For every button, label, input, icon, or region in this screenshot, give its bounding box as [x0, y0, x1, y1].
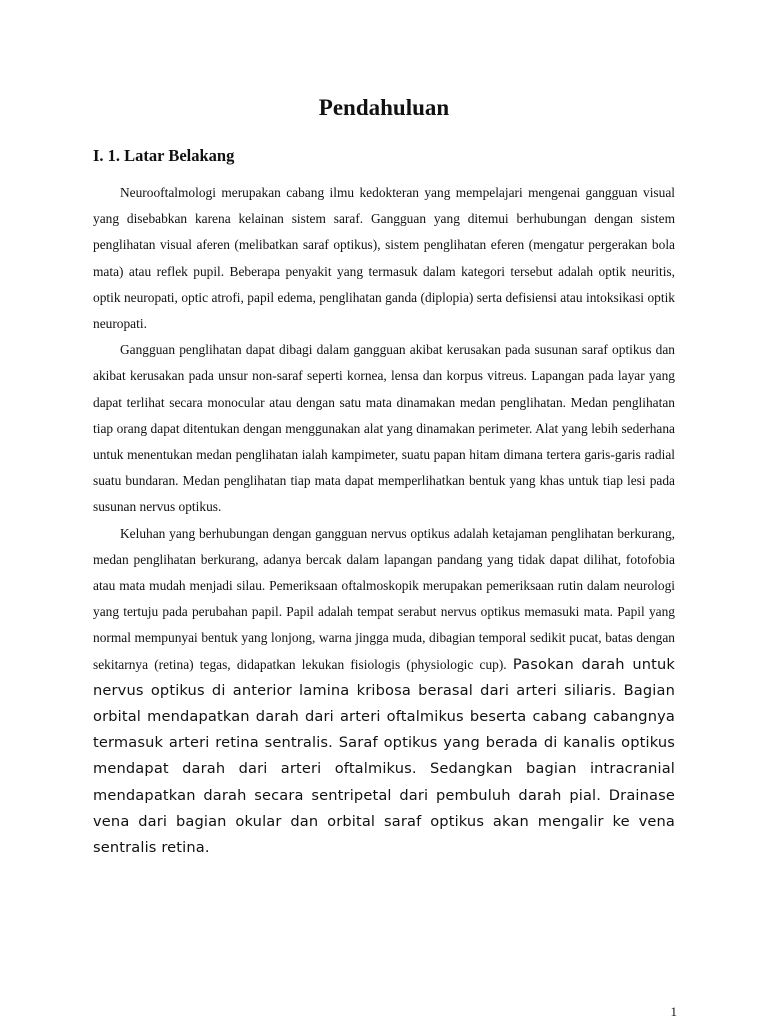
paragraph-3-serif-run: Keluhan yang berhubungan dengan gangguan nervus optikus adalah ketajaman penglihatan berkurang, medan penglihatan berkurang, adanya bercak dalam lapangan pandang yang tidak dapat dilihat, fotofobia atau mata mudah menjadi silau. Pemeriksaan oftalmoskopik merupakan pemeriksaan rutin dalam neurologi yang tertuju pada perubahan papil. Papil adalah tempat serabut nervus optikus memasuki mata. Papil yang normal mempunyai bentuk yang lonjong, warna jingga muda, dibagian temporal sedikit pucat, batas dengan sekitarnya (retina) tegas, didapatkan lekukan fisiologis (physiologic cup). — [93, 525, 675, 672]
paragraph-1: Neurooftalmologi merupakan cabang ilmu kedokteran yang mempelajari mengenai gangguan visual yang disebabkan karena kelainan sistem saraf. Gangguan yang ditemui berhubungan dengan sistem penglihatan visual aferen (melibatkan saraf optikus), sistem penglihatan eferen (mengatur pergerakan bola mata) atau reflek pupil. Beberapa penyakit yang termasuk dalam kategori tersebut adalah optik neuritis, optik neuropati, optic atrofi, papil edema, penglihatan ganda (diplopia) serta defisiensi atau intoksikasi optik neuropati. — [93, 185, 675, 332]
page-title: Pendahuluan — [318, 95, 450, 120]
paragraph-3-sans-run: Pasokan darah untuk nervus optikus di anterior lamina kribosa berasal dari arteri siliaris. Bagian orbital mendapatkan darah dari arteri oftalmikus beserta cabang cabangnya termasuk arteri retina sentralis. Saraf optikus yang berada di kanalis optikus mendapat darah dari arteri oftalmikus. Sedangkan bagian intracranial mendapatkan darah secara sentripetal dari pembuluh darah pial. Drainase vena dari bagian okular dan orbital saraf optikus akan mengalir ke vena sentralis retina. — [93, 655, 675, 857]
body-text — [93, 180, 675, 861]
page-number: 1 — [670, 1004, 677, 1019]
paragraph-3 — [93, 521, 675, 862]
section-heading: I. 1. Latar Belakang — [93, 146, 235, 165]
paragraph-2: Gangguan penglihatan dapat dibagi dalam gangguan akibat kerusakan pada susunan saraf optikus dan akibat kerusakan pada unsur non-saraf seperti kornea, lensa dan korpus vitreus. Lapangan pada layar yang dapat terlihat secara monocular atau dengan satu mata dinamakan medan penglihatan. Medan penglihatan tiap orang dapat ditentukan dengan menggunakan alat yang dinamakan perimeter. Alat yang lebih sederhana untuk menentukan medan penglihatan ialah kampimeter, suatu papan hitam dimana tertera garis-garis radial suatu bundaran. Medan penglihatan tiap mata dapat memperlihatkan bentuk yang khas untuk tiap lesi pada susunan nervus optikus. — [93, 342, 675, 515]
